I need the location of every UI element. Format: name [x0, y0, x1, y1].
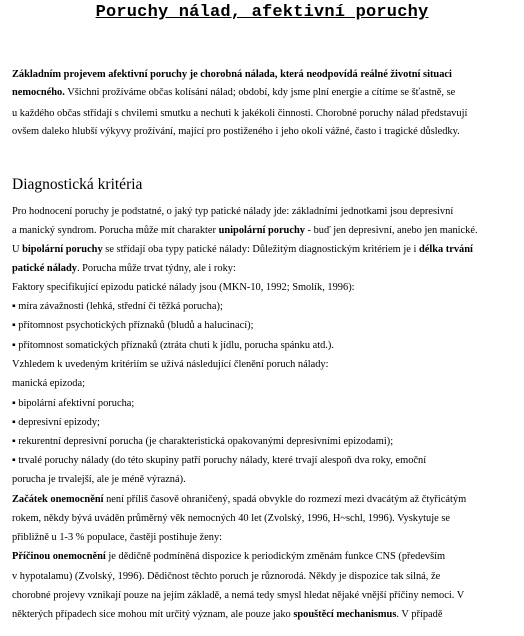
body-line	[12, 587, 518, 605]
body-line	[12, 510, 518, 528]
list-item	[12, 298, 518, 316]
body-bold: bipolární poruchy	[22, 244, 103, 255]
body-text: není příliš časově ohraničený, spadá obvykle do rozmezí mezi dvacátým až čtyřicátým	[103, 494, 467, 505]
body-bold: spouštěcí mechanismus	[293, 609, 397, 620]
body-text: - buď jen depresivní, anebo jen manické.	[304, 225, 478, 236]
body-text: ▪ přítomnost somatických příznaků (ztráta chuti k jídlu, porucha spánku atd.).	[12, 340, 334, 351]
body-line	[12, 356, 518, 374]
body-bold: délka trvání	[418, 244, 473, 255]
body-text: ▪ bipolární afektivní porucha;	[12, 398, 135, 409]
intro-line-1	[12, 66, 518, 84]
body-text: ▪ rekurentní depresivní porucha (je charakteristická opakovanými depresivními epizodami);	[12, 436, 394, 447]
list-item	[12, 452, 518, 470]
body-text: přibližně u 1-3 % populace, častěji postihuje ženy:	[12, 532, 223, 543]
intro-text: ovšem daleko hlubší výkyvy prožívání, mající pro postiženého i jeho okolí vážné, často i tragické důsledky.	[12, 126, 460, 137]
body-line	[12, 548, 518, 566]
body-text: Vzhledem k uvedeným kritériím se užívá následující členění poruch nálady:	[12, 359, 329, 370]
body-line	[12, 606, 518, 624]
intro-line-3	[12, 105, 518, 123]
intro-text: Všichni prožíváme občas kolísání nálad; období, kdy jsme plní energie a cítíme se šťastně, se	[64, 87, 456, 98]
body-text: ▪ míra závažnosti (lehká, střední či těžká porucha);	[12, 301, 223, 312]
list-item	[12, 337, 518, 355]
intro-line-2	[12, 84, 518, 102]
intro-line-4	[12, 123, 518, 141]
body-text: chorobné projevy vznikají pouze na jejím základě, a nemá tedy smysl hledat nějaké vnější příčiny nemoci. V	[12, 590, 465, 601]
intro-bold: Základním projevem afektivní poruchy je chorobná nálada, která neodpovídá reálné životní situaci	[12, 69, 452, 80]
body-bold: Začátek onemocnění	[12, 494, 104, 505]
body-text: a manický syndrom. Porucha může mít charakter	[12, 225, 219, 236]
intro-bold: nemocného.	[12, 87, 65, 98]
list-item	[12, 395, 518, 413]
body-text: ▪ přítomnost psychotických příznaků (bludů a halucinací);	[12, 320, 254, 331]
body-line	[12, 222, 518, 240]
list-item	[12, 414, 518, 432]
body-text: Pro hodnocení poruchy je podstatné, o jaký typ patické nálady jde: základními jednotkami jsou depresivní	[12, 206, 454, 217]
page-title: Poruchy nálad, afektivní poruchy	[95, 3, 429, 22]
body-text: některých případech sice mohou mít určitý význam, ale pouze jako	[12, 609, 294, 620]
body-line	[12, 491, 518, 509]
intro-text: u každého občas střídají s chvilemi smutku a nechuti k jakékoli činnosti. Chorobné poruchy nálad představují	[12, 108, 468, 119]
list-item	[12, 375, 518, 393]
body-line	[12, 241, 518, 259]
body-bold: patické nálady	[12, 263, 77, 274]
body-text: rokem, někdy bývá uváděn průměrný věk nemocných 40 let (Zvolský, 1996, H~schl, 1996). Vyskytuje se	[12, 513, 450, 524]
body-text: manická epizoda;	[12, 378, 85, 389]
body-text: . V případě	[396, 609, 443, 620]
body-line	[12, 529, 518, 547]
body-text: ▪ depresivní epizody;	[12, 417, 100, 428]
body-text: ▪ trvalé poruchy nálady (do této skupiny patří poruchy nálady, které trvají alespoň dva roky, emoční	[12, 455, 427, 466]
body-text: Faktory specifikující epizodu patické nálady jsou (MKN-10, 1992; Smolík, 1996):	[12, 282, 355, 293]
body-line	[12, 279, 518, 297]
section-heading: Diagnostická kritéria	[12, 176, 143, 193]
body-text: se střídají oba typy patické nálady: Důležitým diagnostickým kritériem je i	[102, 244, 419, 255]
body-text: v hypotalamu) (Zvolský, 1996). Dědičnost těchto poruch je různorodá. Někdy je dispozice tak silná, že	[12, 571, 441, 582]
body-line	[12, 260, 518, 278]
body-bold: unipolární poruchy	[218, 225, 305, 236]
body-text: U	[12, 244, 23, 255]
body-text: . Porucha může trvat týdny, ale i roky:	[76, 263, 236, 274]
body-text: porucha je trvalejší, ale je méně výrazná).	[12, 474, 186, 485]
body-line	[12, 203, 518, 221]
list-item	[12, 317, 518, 335]
body-bold: Příčinou onemocnění	[12, 551, 106, 562]
list-item	[12, 433, 518, 451]
body-text: je dědičně podmíněná dispozice k periodickým změnám funkce CNS (především	[105, 551, 446, 562]
body-line	[12, 568, 518, 586]
body-line	[12, 471, 518, 489]
